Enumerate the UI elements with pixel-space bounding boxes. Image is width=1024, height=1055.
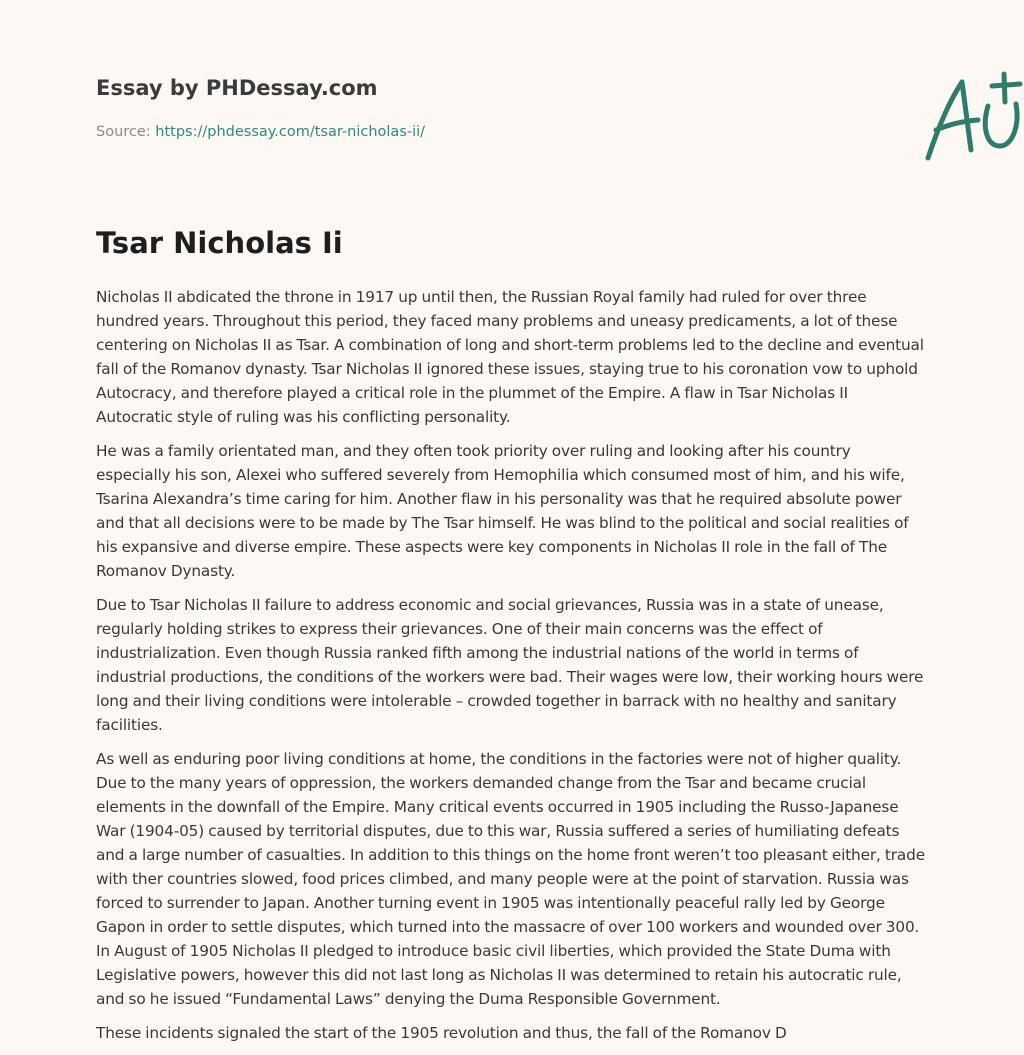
a-plus-logo-icon (916, 66, 1024, 166)
source-label: Source: (96, 124, 156, 140)
essay-paragraph: Due to Tsar Nicholas II failure to address economic and social grievances, Russia was in a state of unease, regularly holding strikes to express their grievances. One of their main concerns was the effect of industrialization. Even though Russia ranked fifth among the industrial nations of the world in terms of industrial productions, the conditions of the workers were bad. Their wages were low, their working hours were long and their living conditions were intolerable – crowded together in barrack with no healthy and sanitary facilities. (96, 596, 924, 734)
site-title: Essay by PHDessay.com (96, 76, 378, 100)
source-link[interactable]: https://phdessay.com/tsar-nicholas-ii/ (155, 124, 426, 140)
essay-title: Tsar Nicholas Ii (96, 226, 343, 260)
essay-paragraph: As well as enduring poor living conditions at home, the conditions in the factories were not of higher quality. Due to the many years of oppression, the workers demanded change from the Tsar and became crucial elements in the downfall of the Empire. Many critical events occurred in 1905 including the Russo-Japanese War (1904-05) caused by territorial disputes, due to this war, Russia suffered a series of humiliating defeats and a large number of casualties. In addition to this things on the home front weren’t too pleasant either, trade with ther countries slowed, food prices climbed, and many people were at the point of starvation. Russia was forced to surrender to Japan. Another turning event in 1905 was intentionally peaceful rally led by George Gapon in order to settle disputes, which turned into the massacre of over 100 workers and wounded over 300. In August of 1905 Nicholas II pledged to introduce basic civil liberties, which provided the State Duma with Legislative powers, however this did not last long as Nicholas II was determined to retain his autocratic rule, and so he issued “Fundamental Laws” denying the Duma Responsible Government. (96, 750, 925, 1008)
essay-paragraph: These incidents signaled the start of the 1905 revolution and thus, the fall of the Romanov D (96, 1024, 787, 1042)
source-line (96, 124, 425, 140)
essay-paragraph: He was a family orientated man, and they often took priority over ruling and looking after his country especially his son, Alexei who suffered severely from Hemophilia which consumed most of him, and his wife, Tsarina Alexandra’s time caring for him. Another flaw in his personality was that he required absolute power and that all decisions were to be made by The Tsar himself. He was blind to the political and social realities of his expansive and diverse empire. These aspects were key components in Nicholas II role in the fall of The Romanov Dynasty. (96, 442, 909, 580)
essay-body (96, 285, 928, 1055)
essay-paragraph: Nicholas II abdicated the throne in 1917 up until then, the Russian Royal family had ruled for over three hundred years. Throughout this period, they faced many problems and uneasy predicaments, a lot of these centering on Nicholas II as Tsar. A combination of long and short-term problems led to the decline and eventual fall of the Romanov dynasty. Tsar Nicholas II ignored these issues, staying true to his coronation vow to uphold Autocracy, and therefore played a critical role in the plummet of the Empire. A flaw in Tsar Nicholas II Autocratic style of ruling was his conflicting personality. (96, 288, 924, 426)
